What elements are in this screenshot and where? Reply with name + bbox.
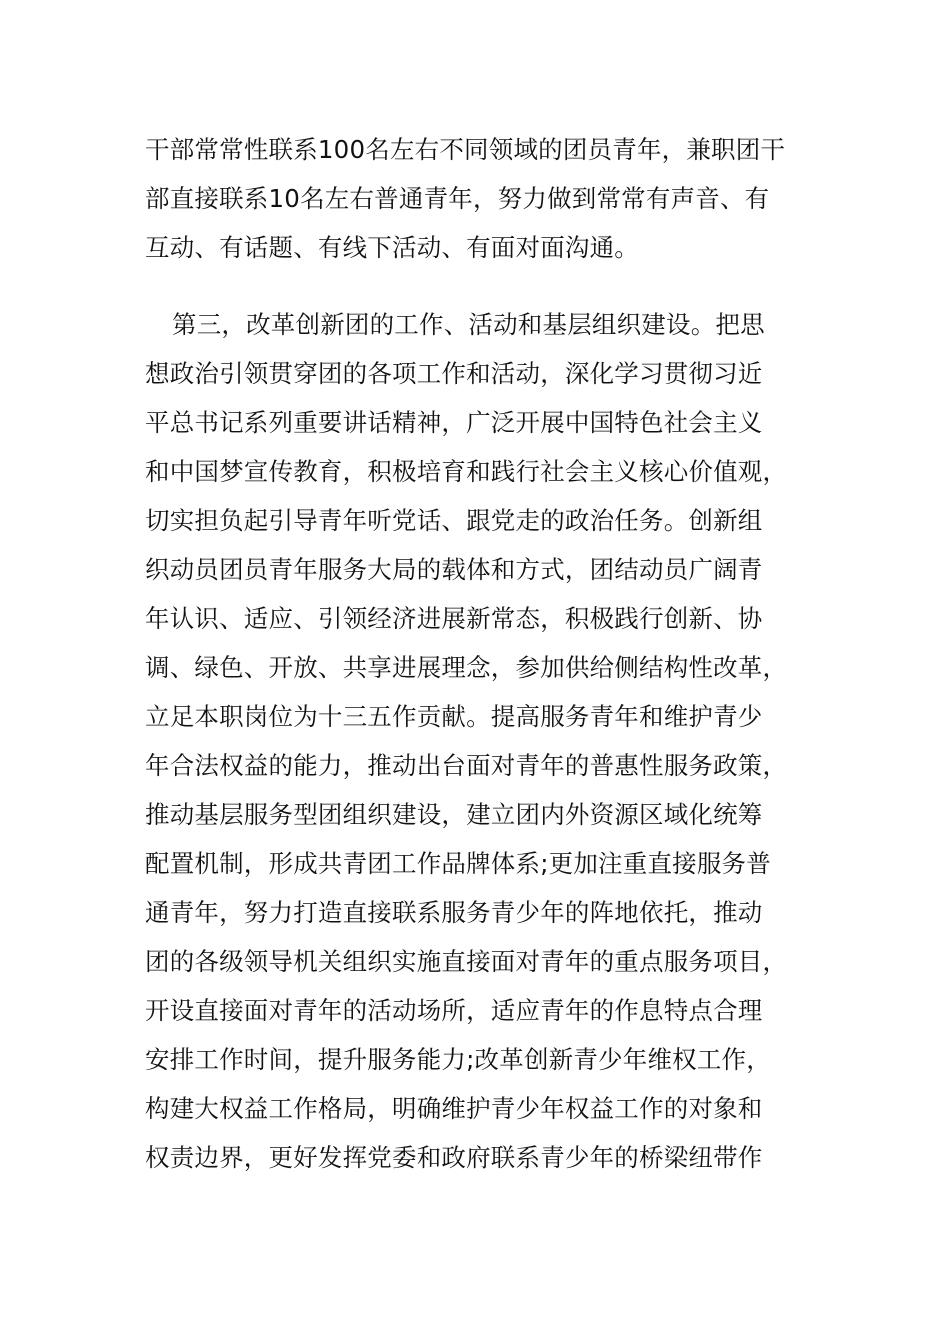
paragraph-2-line-15: 开设直接面对青年的活动场所，适应青年的作息特点合理 <box>145 996 763 1025</box>
paragraph-2-line-6: 织动员团员青年服务大局的载体和方式，团结动员广阔青 <box>145 555 763 584</box>
paragraph-2-line-5: 切实担负起引导青年听党话、跟党走的政治任务。创新组 <box>145 506 763 535</box>
paragraph-2-line-11: 推动基层服务型团组织建设，建立团内外资源区域化统筹 <box>145 800 763 829</box>
paragraph-2-line-10: 年合法权益的能力，推动出台面对青年的普惠性服务政策， <box>145 751 788 780</box>
paragraph-2-line-16: 安排工作时间，提升服务能力;改革创新青少年维权工作， <box>145 1045 771 1074</box>
paragraph-1-line-2: 部直接联系10名左右普通青年，努力做到常常有声音、有 <box>145 184 770 213</box>
paragraph-2-line-4: 和中国梦宣传教育，积极培育和践行社会主义核心价值观， <box>145 457 788 486</box>
paragraph-2-line-17: 构建大权益工作格局，明确维护青少年权益工作的对象和 <box>145 1094 763 1123</box>
paragraph-2-line-8: 调、绿色、开放、共享进展理念，参加供给侧结构性改革， <box>145 653 788 682</box>
paragraph-2-line-1: 第三，改革创新团的工作、活动和基层组织建设。把思 <box>172 310 765 339</box>
paragraph-2-line-13: 通青年，努力打造直接联系服务青少年的阵地依托，推动 <box>145 898 763 927</box>
paragraph-2-line-3: 平总书记系列重要讲话精神，广泛开展中国特色社会主义 <box>145 408 763 437</box>
paragraph-1-line-3: 互动、有话题、有线下活动、有面对面沟通。 <box>145 233 639 262</box>
paragraph-1-line-1: 干部常常性联系100名左右不同领域的团员青年，兼职团干 <box>145 135 786 164</box>
paragraph-2-line-7: 年认识、适应、引领经济进展新常态，积极践行创新、协 <box>145 604 763 633</box>
paragraph-2-line-14: 团的各级领导机关组织实施直接面对青年的重点服务项目， <box>145 947 788 976</box>
paragraph-2-line-18: 权责边界，更好发挥党委和政府联系青少年的桥梁纽带作 <box>145 1143 763 1172</box>
paragraph-2-line-2: 想政治引领贯穿团的各项工作和活动，深化学习贯彻习近 <box>145 359 763 388</box>
paragraph-2-line-9: 立足本职岗位为十三五作贡献。提高服务青年和维护青少 <box>145 702 763 731</box>
paragraph-2-line-12: 配置机制，形成共青团工作品牌体系;更加注重直接服务普 <box>145 849 771 878</box>
